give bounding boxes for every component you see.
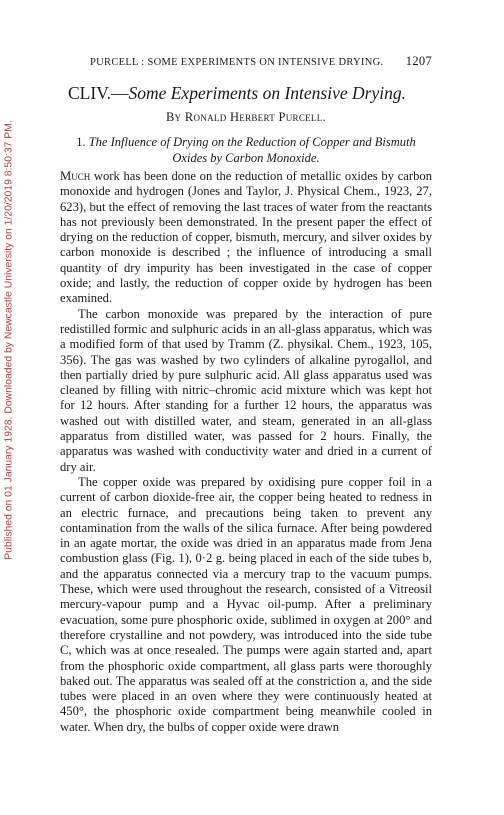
body-text (60, 169, 432, 735)
paragraph-3: The copper oxide was prepared by oxidising pure copper foil in a current of carbon dioxide-free air, the copper being heated to redness in an electric furnace, and precautions being taken to prevent any contamination from the walls of the silica furnace. After being powdered in an agate mortar, the oxide was dried in an apparatus made from Jena combustion glass (Fig. 1), 0·2 g. being placed in each of the side tubes b, and the apparatus connected via a mercury trap to the vacuum pumps. These, which were used throughout the research, consisted of a Vitreosil mercury-vapour pump and a Hyvac oil-pump. After a preliminary evacuation, some pure phosphoric oxide, sublimed in oxygen at 200° and therefore crystalline and not powdery, was introduced into the side tube C, which was at once resealed. The pumps were again started and, apart from the phosphoric oxide compartment, all glass parts were thoroughly baked out. The apparatus was sealed off at the constriction a, and the side tubes were placed in an oven where they were continuously heated at 450°, the phosphoric oxide compartment being meanwhile cooled in water. When dry, the bulbs of copper oxide were drawn (60, 474, 432, 734)
paragraph-1 (60, 169, 432, 307)
publication-sidebar-note (2, 110, 16, 570)
author-byline: By Ronald Herbert Purcell. (166, 110, 326, 124)
section-heading (60, 135, 432, 166)
paragraph-2: The carbon monoxide was prepared by the interaction of pure redistilled formic and sulphuric acids in an all-glass apparatus, which was a modified form of that used by Tramm (Z. physikal. Chem., 1923, 105, 356). The gas was washed by two cylinders of alkaline pyrogallol, and then partially dried by pure sulphuric acid. All glass apparatus used was cleaned by filling with nitric–chromic acid mixture which was kept hot for 12 hours. After standing for a further 12 hours, the apparatus was washed out with distilled water, and steam, generated in an all-glass apparatus from distilled water, was passed for 2 hours. Finally, the apparatus was washed with conductivity water and dried in a current of dry air. (60, 306, 432, 474)
page-number: 1207 (405, 54, 432, 68)
section-heading-line2: Oxides by Carbon Monoxide. (172, 150, 320, 165)
article-title (68, 83, 432, 104)
section-number: 1. (76, 135, 86, 149)
article-number: CLIV. (68, 83, 111, 103)
paragraph-1-text: work has been done on the reduction of metallic oxides by carbon monoxide and hydrogen (Jones and Taylor, J. Physical Chem., 1923, 27, 623), but the effect of removing the last traces of water from the reactants has not previously been demonstrated. In the present paper the effect of drying on the reduction of copper, bismuth, mercury, and silver oxides by carbon monoxide is described ; the influence of introducing a small quantity of dry impurity has been investigated in the case of copper oxide; and lastly, the reduction of copper oxide by hydrogen has been examined. (60, 169, 432, 306)
article-title-text: Some Experiments on Intensive Drying. (128, 83, 406, 103)
article-title-dash: — (110, 83, 129, 103)
running-head (60, 54, 432, 69)
paragraph-lead-word: Much (60, 169, 91, 183)
paper-page (60, 54, 432, 735)
running-head-title: PURCELL : SOME EXPERIMENTS ON INTENSIVE DRYING. (90, 57, 384, 68)
sidebar-note-text: Published on 01 January 1928. Downloaded by Newcastle University on 1/20/2019 8:50:37 PM. (3, 120, 15, 560)
section-heading-line1: The Influence of Drying on the Reduction of Copper and Bismuth (88, 135, 416, 149)
